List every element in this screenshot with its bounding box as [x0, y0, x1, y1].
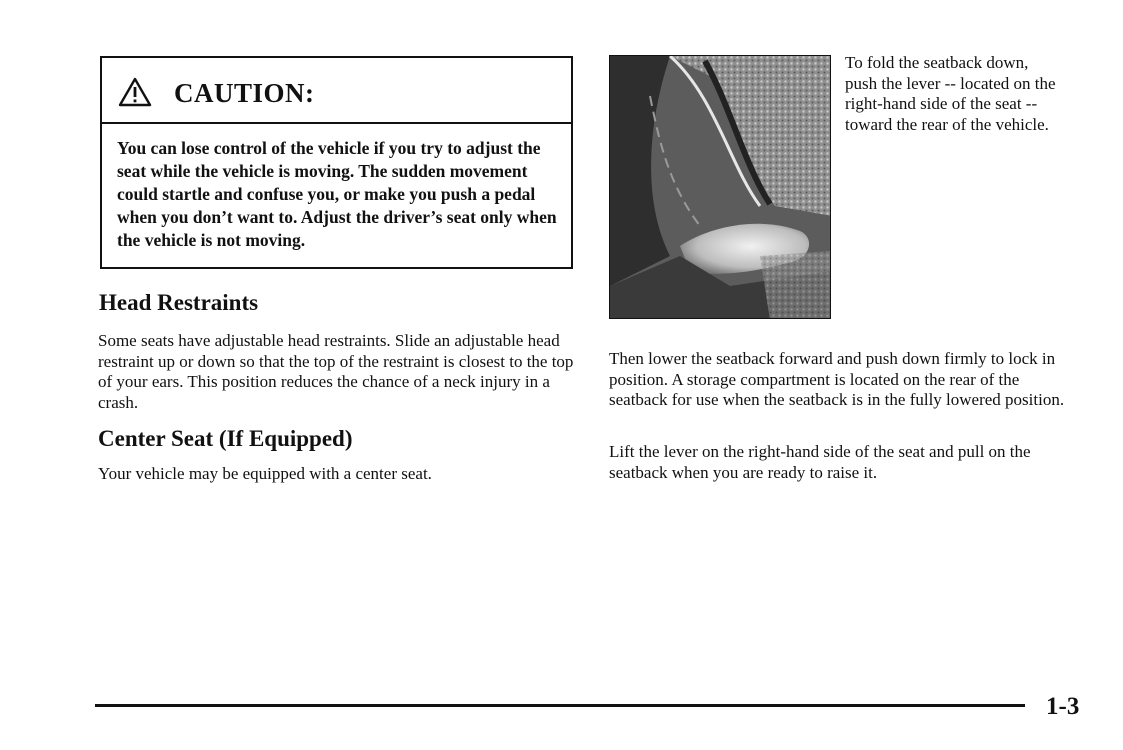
- caution-box: [100, 56, 573, 269]
- raise-instruction: Lift the lever on the right-hand side of the seat and pull on the seatback when you are ready to raise it.: [609, 442, 1031, 482]
- warning-triangle-icon: [118, 77, 152, 107]
- caution-header: [102, 58, 571, 124]
- caution-title: CAUTION:: [174, 78, 315, 108]
- footer-rule: [95, 704, 1025, 707]
- center-seat-heading: Center Seat (If Equipped): [98, 426, 353, 451]
- head-restraints-paragraph: Some seats have adjustable head restraints. Slide an adjustable head restraint up or down so that the top of the restraint is closest to the top of your ears. This position reduces the chance of a neck injury in a crash.: [98, 331, 574, 412]
- head-restraints-heading: Head Restraints: [99, 290, 259, 315]
- seatback-lever-photo: [609, 55, 831, 319]
- seatback-lever-illustration: [610, 56, 831, 319]
- page-number: 1-3: [1046, 693, 1080, 720]
- lower-instruction: Then lower the seatback forward and push down firmly to lock in position. A storage compartment is located on the rear of the seatback for use when the seatback is in the fully lowered position.: [609, 349, 1065, 409]
- caution-text: You can lose control of the vehicle if you try to adjust the seat while the vehicle is moving. The sudden movement could startle and confuse you, or make you push a pedal when you don’t want to. Adjust the driver’s seat only when the vehicle is not moving.: [117, 138, 557, 250]
- center-seat-paragraph: Your vehicle may be equipped with a center seat.: [98, 464, 432, 483]
- fold-instruction: To fold the seatback down, push the lever -- located on the right-hand side of the seat -- toward the rear of the vehicle.: [845, 53, 1056, 134]
